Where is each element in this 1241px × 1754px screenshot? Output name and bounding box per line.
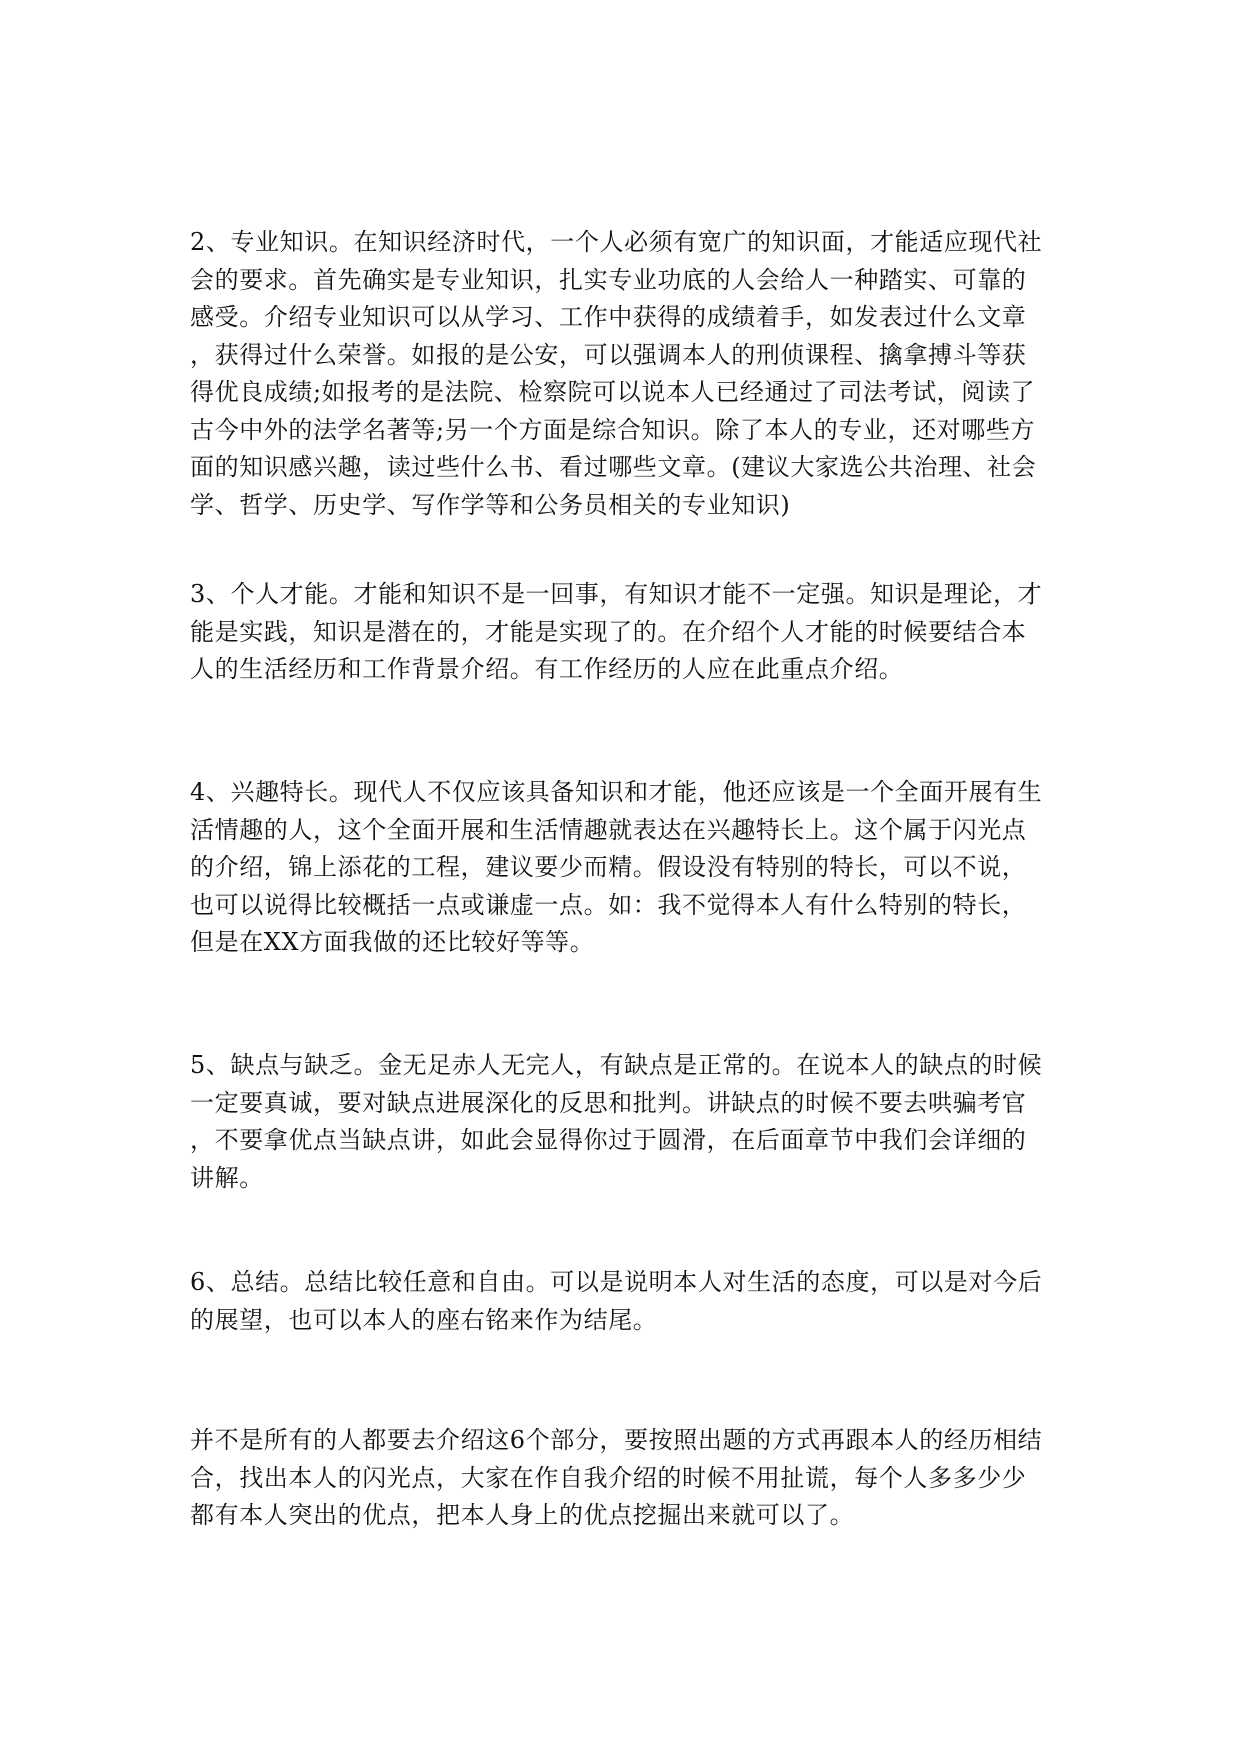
- paragraph-weaknesses: 5、缺点与缺乏。金无足赤人无完人，有缺点是正常的。在说本人的缺点的时候 一定要真诚，要对缺点进展深化的反思和批判。讲缺点的时候不要去哄骗考官 ，不要拿优点当缺点讲，如此会显得你过于圆滑，在后面章节中我们会详细的 讲解。: [190, 1051, 1043, 1192]
- paragraph-personal-ability: 3、个人才能。才能和知识不是一回事，有知识才能不一定强。知识是理论，才 能是实践，知识是潜在的，才能是实现了的。在介绍个人才能的时候要结合本 人的生活经历和工作背景介绍。有工作经历的人应在此重点介绍。: [190, 580, 1043, 683]
- paragraph-professional-knowledge: 2、专业知识。在知识经济时代，一个人必须有宽广的知识面，才能适应现代社 会的要求。首先确实是专业知识，扎实专业功底的人会给人一种踏实、可靠的 感受。介绍专业知识可以从学习、工作中获得的成绩着手，如发表过什么文章 ，获得过什么荣誉。如报的是公安，可以强调本人的刑侦课程、擒拿搏斗等获 得优良成绩;如报考的是法院、检察院可以说本人已经通过了司法考试，阅读了 古今中外的法学名著等;另一个方面是综合知识。除了本人的专业，还对哪些方 面的知识感兴趣，读过些什么书、看过哪些文章。(建议大家选公共治理、社会 学、哲学、历史学、写作学等和公务员相关的专业知识): [190, 228, 1043, 519]
- paragraph-interests-strengths: 4、兴趣特长。现代人不仅应该具备知识和才能，他还应该是一个全面开展有生 活情趣的人，这个全面开展和生活情趣就表达在兴趣特长上。这个属于闪光点 的介绍，锦上添花的工程，建议要少而精。假设没有特别的特长，可以不说， 也可以说得比较概括一点或谦虚一点。如：我不觉得本人有什么特别的特长， 但是在XX方面我做的还比较好等等。: [190, 778, 1043, 956]
- paragraph-summary: 6、总结。总结比较任意和自由。可以是说明本人对生活的态度，可以是对今后 的展望，也可以本人的座右铭来作为结尾。: [190, 1268, 1043, 1334]
- paragraph-closing-note: 并不是所有的人都要去介绍这6个部分，要按照出题的方式再跟本人的经历相结 合，找出本人的闪光点，大家在作自我介绍的时候不用扯谎，每个人多多少少 都有本人突出的优点，把本人身上的优点挖掘出来就可以了。: [190, 1426, 1043, 1529]
